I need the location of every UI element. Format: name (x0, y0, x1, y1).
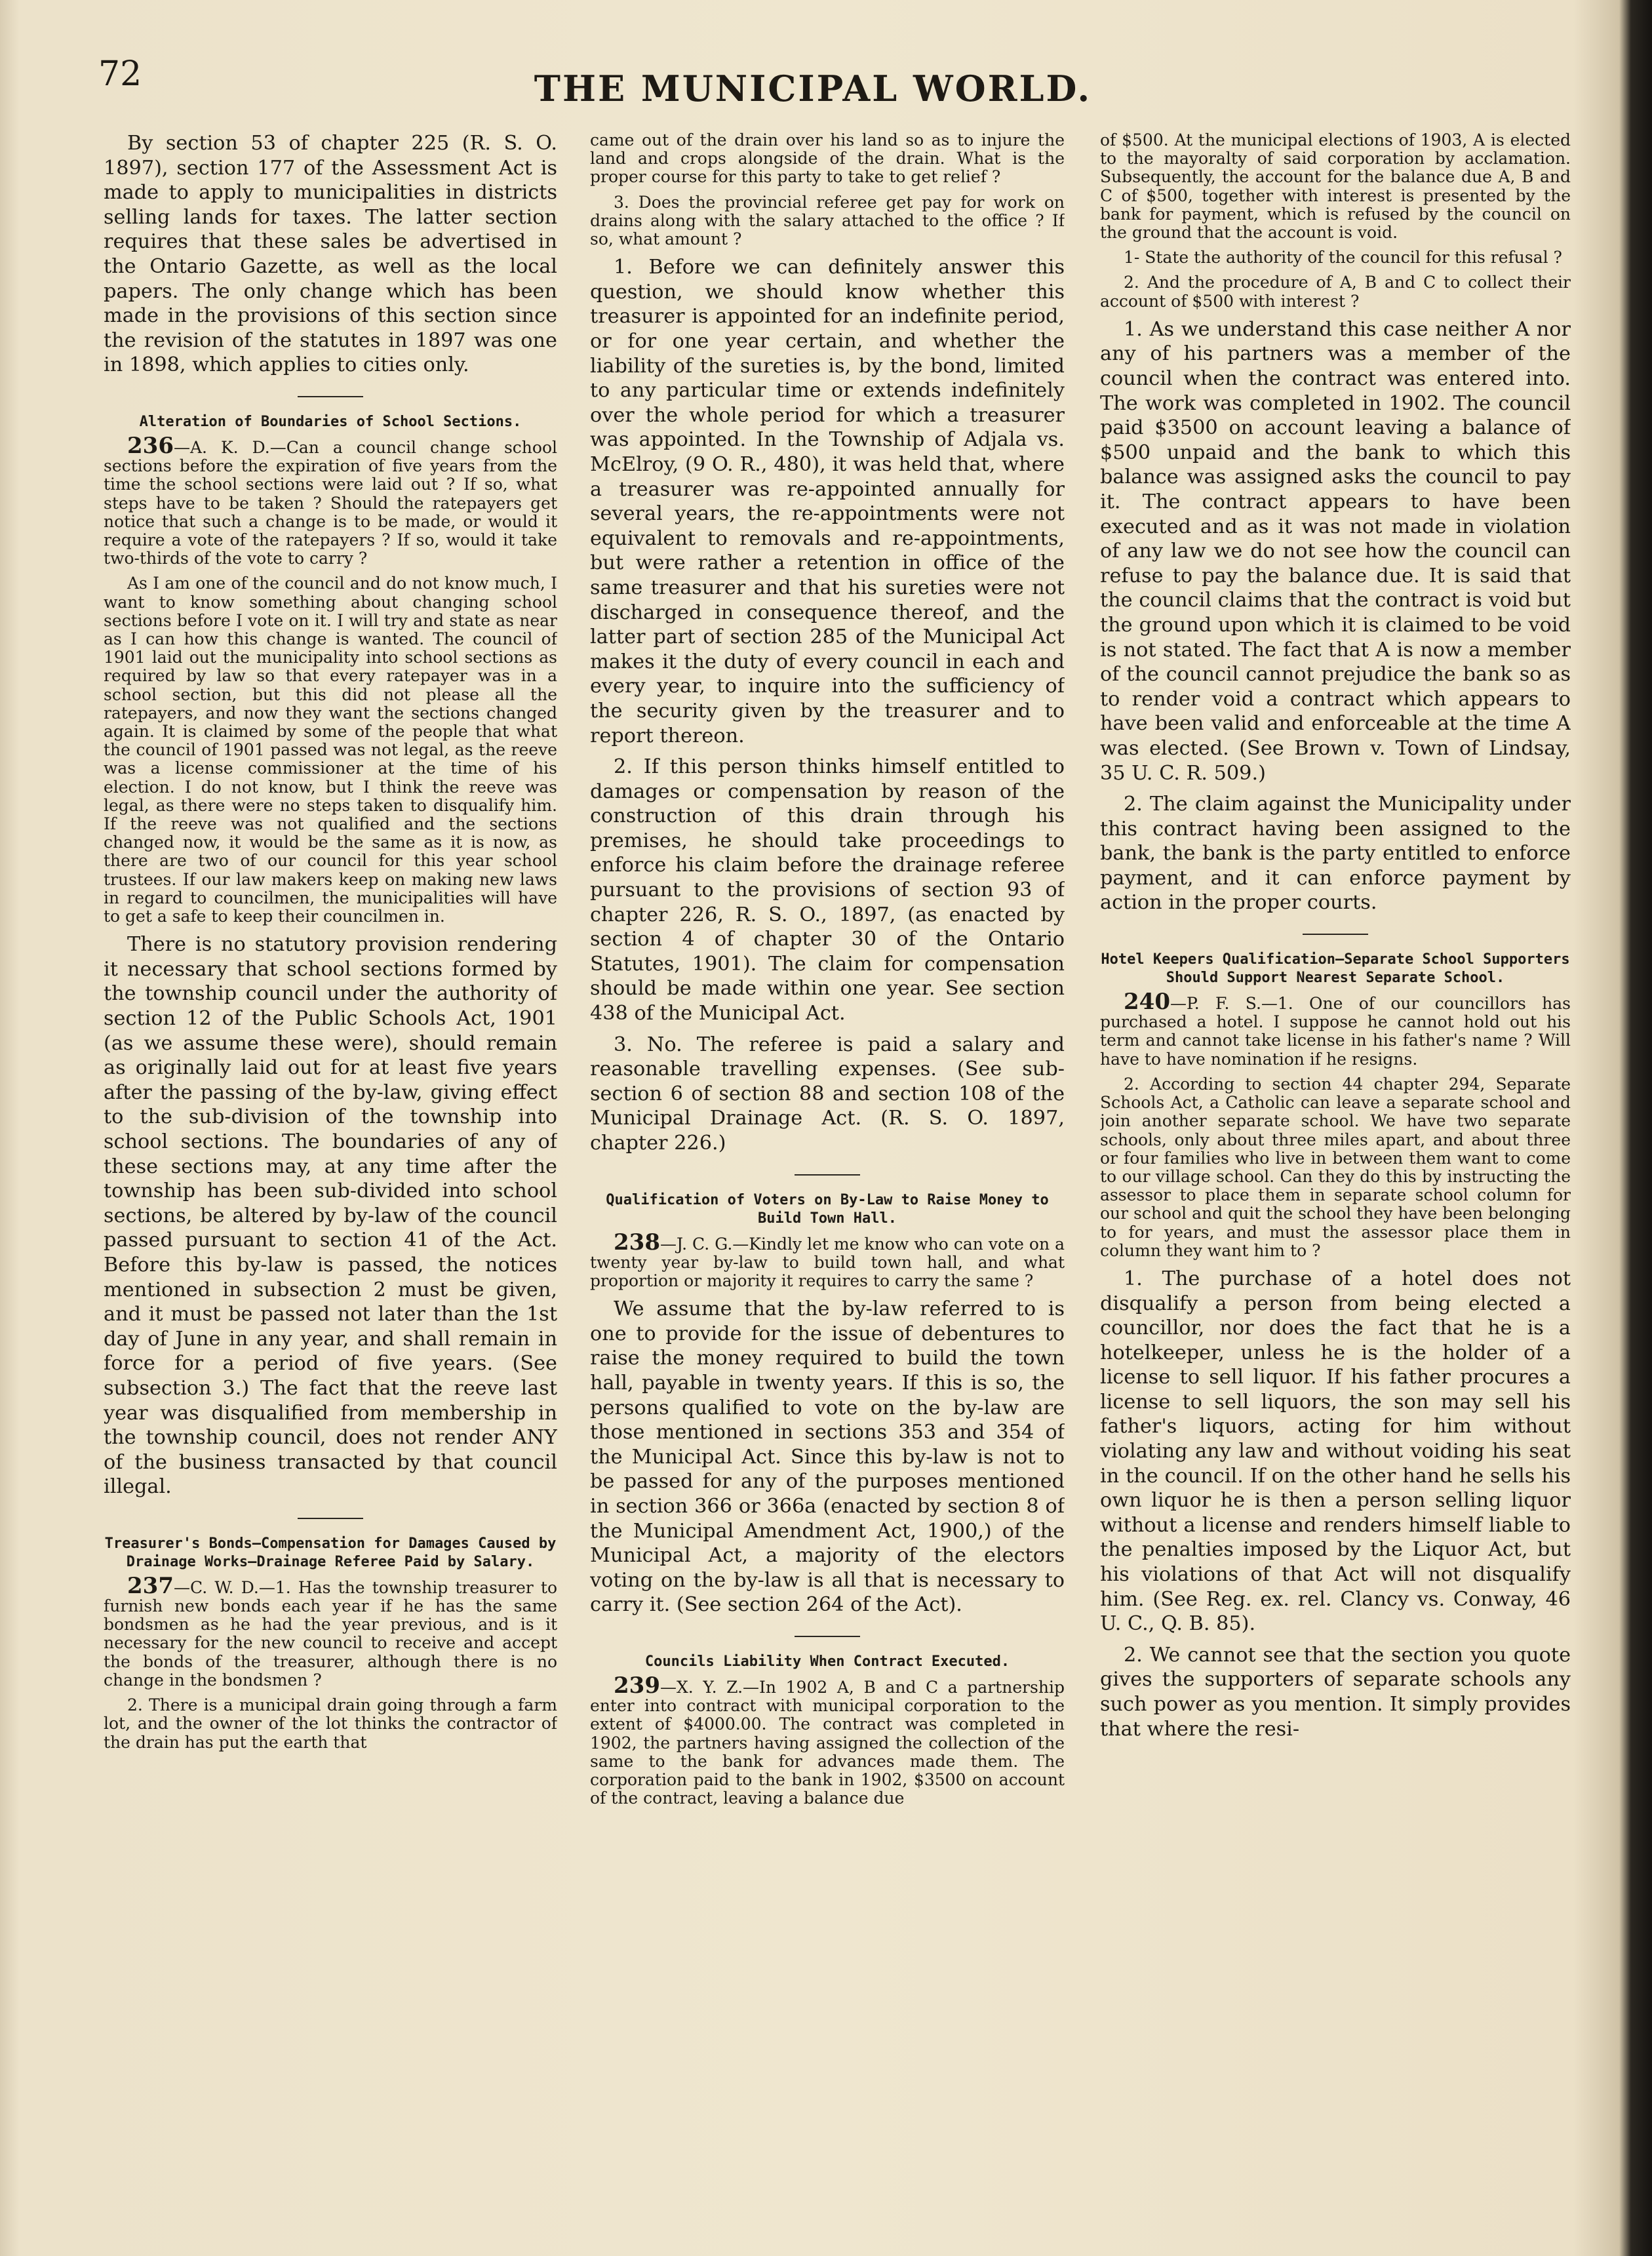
question-238 (590, 1229, 1065, 1291)
question-237-part3: 3. Does the provincial referee get pay for work on drains along with the salary attached to the office ? If so, what amount ? (590, 192, 1065, 249)
question-237-part2: 2. There is a municipal drain going through a farm lot, and the owner of the lot thinks the contractor of the drain has put the earth that (104, 1695, 557, 1752)
answer-240-part2: 2. We cannot see that the section you quote gives the supporters of separate schools any such power as you mention. It simply provides that where the resi- (1100, 1643, 1571, 1741)
divider (795, 1174, 860, 1176)
question-239 (590, 1672, 1065, 1808)
divider (795, 1636, 860, 1637)
answer-239-part1: 1. As we understand this case neither A nor any of his partners was a member of the council when the contract was entered into. The work was completed in 1902. The council paid $3500 on account leaving a balance of $500 unpaid and the bank to which this balance was assigned asks the council to pay it. The contract appears to have been executed and as it was not made in violation of any law we do not see how the council can refuse to pay the balance due. It is said that the council claims that the contract is void but the ground upon which it is claimed to be void is not stated. The fact that A is now a member of the council cannot prejudice the bank so as to render void a contract which appears to have been valid and enforceable at the time A was elected. (See Brown v. Town of Lindsay, 35 U. C. R. 509.) (1100, 317, 1571, 785)
question-237 (104, 1572, 557, 1690)
page-number: 72 (98, 54, 142, 94)
answer-239-part2: 2. The claim against the Municipality under this contract having been assigned to the bank, the bank is the party entitled to enforce payment, and it can enforce payment by action in the proper courts. (1100, 793, 1571, 915)
answer-237-part2: 2. If this person thinks himself entitled to damages or compensation by reason of the construction of this drain through his premises, he should take proceedings to enforce his claim before the drainage referee pursuant to the provisions of section 93 of chapter 226, R. S. O., 1897, (as enacted by section 4 of chapter 30 of the Ontario Statutes, 1901). The claim for compensation should be made within one year. See section 438 of the Municipal Act. (590, 755, 1065, 1025)
answer-237-part1: 1. Before we can definitely answer this question, we should know whether this treasurer is appointed for an indefinite period, or for one year certain, and whether the liability of the sureties is, by the bond, limited to any particular time or extends indefinitely over the whole period for which a treasurer was appointed. In the Township of Adjala vs. McElroy, (9 O. R., 480), it was held that, where a treasurer was re-appointed annually for several years, the re-appointments were not equivalent to removals and re-appointments, but were rather a retention in office of the same treasurer and that his sureties were not discharged in consequence thereof, and the latter part of section 285 of the Municipal Act makes it the duty of every council in each and every year, to inquire into the sufficiency of the security given by the treasurer and to report thereon. (590, 256, 1065, 747)
page-header (92, 51, 1534, 123)
answer-238: We assume that the by-law referred to is one to provide for the issue of debentures to raise the money required to build the town hall, payable in twenty years. If this is so, the persons qualified to vote on the by-law are those mentioned in sections 353 and 354 of the Municipal Act. Since this by-law is not to be passed for any of the purposes mentioned in section 366 or 366a (enacted by section 8 of the Municipal Amendment Act, 1900,) of the Municipal Act, a majority of the electors voting on the by-law is all that is necessary to carry it. (See section 264 of the Act). (590, 1297, 1065, 1617)
question-240-part2: 2. According to section 44 chapter 294, Separate Schools Act, a Catholic can leave a separate school and join another separate school. We have two separate schools, only about three miles apart, and about three or four families who live in between them want to come to our village school. Can they do this by instructing the assessor to place them in separate school column for our school and quit the school they have been belonging to for years, and must the assessor place them in column they want him to ? (1100, 1074, 1571, 1260)
question-236-text: —A. K. D.—Can a council change school sections before the expiration of five years from the time the school sections were laid out ? If so, what steps have to be taken ? Should the ratepayers get notice that such a change is to be made, or would it require a vote of the ratepayers ? If so, would it take two-thirds of the vote to carry ? (104, 437, 557, 568)
question-240-text: —P. F. S.—1. One of our councillors has purchased a hotel. I suppose he cannot hold out his term and cannot take license in his father's name ? Will have to have nomination if he resigns. (1100, 994, 1571, 1069)
heading-240: Hotel Keepers Qualification—Separate School Supporters Should Support Nearest Separate School. (1101, 951, 1570, 987)
heading-237: Treasurer's Bonds—Compensation for Damages Caused by Drainage Works—Drainage Referee Paid by Salary. (104, 1535, 557, 1570)
question-238-text: —J. C. G.—Kindly let me know who can vote on a twenty year by-law to build town hall, and what proportion or majority it requires to carry the same ? (590, 1234, 1065, 1290)
question-239-continued: of $500. At the municipal elections of 1903, A is elected to the mayoralty of said corporation by acclamation. Subsequently, the account for the balance due A, B and C of $500, together with interest is presented by the bank for payment, which is refused by the council on the ground that the account is void. (1100, 131, 1571, 243)
question-number-236: 236 (127, 432, 174, 459)
column-3 (1100, 131, 1571, 2229)
column-1 (104, 131, 557, 2229)
divider (1303, 934, 1368, 935)
question-237-continued: came out of the drain over his land so as to injure the land and crops alongside of the drain. What is the proper course for this party to take to get relief ? (590, 131, 1065, 187)
page-title: THE MUNICIPAL WORLD. (534, 68, 1092, 109)
heading-236: Alteration of Boundaries of School Sections. (139, 413, 522, 430)
question-239-text: —X. Y. Z.—In 1902 A, B and C a partnership enter into contract with municipal corporation to the extent of $4000.00. The contract was completed in 1902, the partners having assigned the collection of the same to the bank for advances made them. The corporation paid to the bank in 1902, $3500 on account of the contract, leaving a balance due (590, 1677, 1065, 1808)
question-240 (1100, 989, 1571, 1069)
question-236 (104, 432, 557, 568)
question-number-238: 238 (614, 1229, 660, 1256)
column-2 (590, 131, 1065, 2229)
question-number-237: 237 (127, 1572, 174, 1599)
answer-237-part3: 3. No. The referee is paid a salary and reasonable travelling expenses. (See sub-section 6 of section 88 and section 108 of the Municipal Drainage Act. (R. S. O. 1897, chapter 226.) (590, 1033, 1065, 1155)
heading-239: Councils Liability When Contract Executed. (644, 1653, 1010, 1670)
question-number-240: 240 (1124, 989, 1170, 1016)
divider (298, 396, 363, 397)
divider (298, 1518, 363, 1519)
question-number-239: 239 (614, 1672, 660, 1699)
question-239-part2: 2. And the procedure of A, B and C to collect their account of $500 with interest ? (1100, 273, 1571, 311)
paragraph-section-53: By section 53 of chapter 225 (R. S. O. 1897), section 177 of the Assessment Act is made to apply to municipalities in districts selling lands for taxes. The latter section requires that these sales be advertised in the Ontario Gazette, as well as the local papers. The only change which has been made in the provisions of this section since the revision of the statutes in 1897 was one in 1898, which applies to cities only. (104, 132, 557, 377)
question-239-part1: 1- State the authority of the council for this refusal ? (1124, 248, 1562, 267)
answer-236: There is no statutory provision rendering it necessary that school sections formed by the township council under the authority of section 12 of the Public Schools Act, 1901 (as we assume these were), should remain as originally laid out for at least five years after the passing of the by-law, giving effect to the sub-division of the township into school sections. The boundaries of any of these sections may, at any time after the township has been sub-divided into school sections, be altered by by-law of the council passed pursuant to section 41 of the Act. Before this by-law is passed, the notices mentioned in subsection 2 must be given, and it must be passed not later than the 1st day of June in any year, and shall remain in force for a period of five years. (See subsection 3.) The fact that the reeve last year was disqualified from membership in the township council, does not render ANY of the business transacted by that council illegal. (104, 933, 557, 1499)
heading-238: Qualification of Voters on By-Law to Raise Money to Build Town Hall. (606, 1191, 1049, 1227)
answer-240-part1: 1. The purchase of a hotel does not disqualify a person from being elected a councillor, nor does the fact that he is a hotelkeeper, unless he is the holder of a license to sell liquor. If his father procures a license to sell liquors, the son may sell his father's liquors, acting for him without violating any law and without voiding his seat in the council. If on the other hand he sells his own liquor he is then a person selling liquor without a license and renders himself liable to the penalties imposed by the Liquor Act, but his violations of that Act will not disqualify him. (See Reg. ex. rel. Clancy vs. Conway, 46 U. C., Q. B. 85). (1100, 1267, 1571, 1636)
question-236-detail: As I am one of the council and do not know much, I want to know something about changing school sections before I vote on it. I will try and state as near as I can how this change is wanted. The council of 1901 laid out the municipality into school sections as required by law so that every ratepayer was in a school section, but this did not please all the ratepayers, and now they want the sections changed again. It is claimed by some of the people that what the council of 1901 passed was not legal, as the reeve was a license commissioner at the time of his election. I do not know, but I think the reeve was legal, as there were no steps taken to disqualify him. If the reeve was not qualified and the sections changed now, it would be the same as it is now, as there are two of our council for this year school trustees. If our law makers keep on making new laws in regard to councilmen, the municipalities will have to get a safe to keep their councilmen in. (104, 574, 557, 926)
question-237-text: —C. W. D.—1. Has the township treasurer to furnish new bonds each year if he has the same bondsmen as he had the year previous, and is it necessary for the new council to receive and accept the bonds of the treasurer, although there is no change in the bondsmen ? (104, 1577, 557, 1690)
